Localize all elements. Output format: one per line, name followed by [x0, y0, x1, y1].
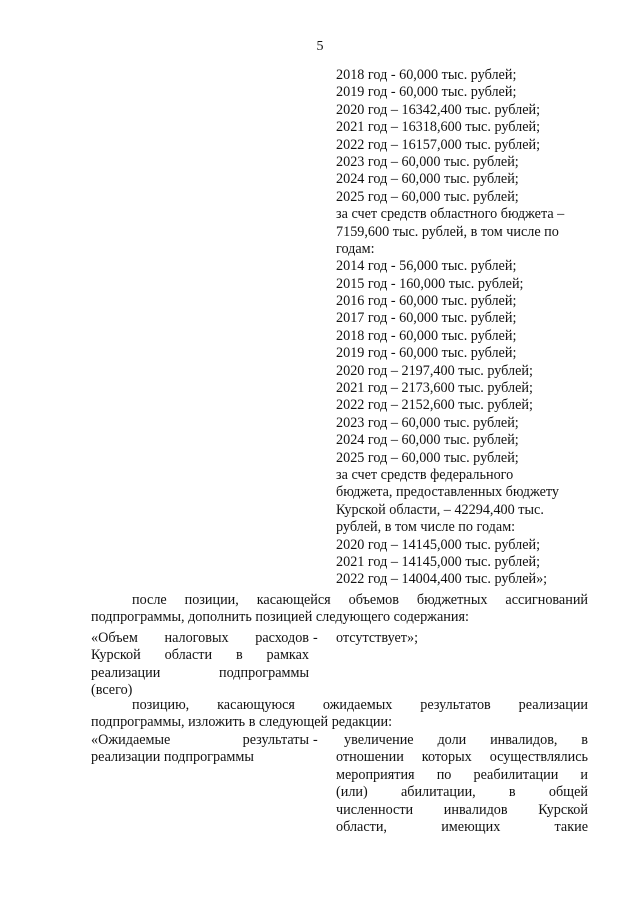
funding-line: 2014 год - 56,000 тыс. рублей; — [336, 258, 517, 275]
funding-line: рублей, в том числе по годам: — [336, 519, 516, 536]
funding-line: 2025 год – 60,000 тыс. рублей; — [336, 188, 519, 205]
results-row-value — [336, 732, 588, 836]
tax-row-value: отсутствует»; — [336, 630, 419, 646]
funding-line: 2024 год – 60,000 тыс. рублей; — [336, 171, 519, 188]
paragraph-line: подпрограммы, дополнить позицией следующего содержания: — [91, 609, 469, 625]
funding-line: 2021 год – 16318,600 тыс. рублей; — [336, 119, 541, 136]
tax-row-label-line: реализации подпрограммы — [91, 664, 309, 681]
results-row-value-line: (или) абилитации, в общей — [336, 784, 588, 801]
tax-row-label-line: «Объем налоговых расходов — [91, 630, 309, 646]
tax-row-dash: - — [313, 630, 318, 646]
funding-line: 2016 год - 60,000 тыс. рублей; — [336, 293, 517, 310]
funding-line: за счет средств федерального — [336, 466, 514, 483]
paragraph-after-position — [91, 592, 588, 626]
funding-line: 2020 год – 14145,000 тыс. рублей; — [336, 536, 541, 553]
results-row-value-line: численности инвалидов Курской — [336, 801, 588, 818]
tax-row-label-line: Курской области в рамках — [91, 647, 309, 664]
results-row-value-line: увеличение доли инвалидов, в — [344, 732, 588, 748]
funding-line: 2022 год – 14004,400 тыс. рублей»; — [336, 571, 548, 588]
funding-line: 2023 год – 60,000 тыс. рублей; — [336, 414, 519, 431]
page-number: 5 — [316, 39, 324, 54]
paragraph-expected-results — [91, 697, 588, 731]
funding-line: 2018 год - 60,000 тыс. рублей; — [336, 327, 517, 344]
funding-line: бюджета, предоставленных бюджету — [336, 484, 560, 501]
results-row-label-line: реализации подпрограммы — [91, 749, 254, 766]
results-row-value-line: области, имеющих такие — [336, 818, 588, 835]
funding-line: 2019 год - 60,000 тыс. рублей; — [336, 345, 517, 362]
results-row-label-line: «Ожидаемые результаты — [91, 732, 309, 748]
results-row-value-line: отношении которых осуществлялись — [336, 749, 588, 766]
funding-line: 2020 год – 16342,400 тыс. рублей; — [336, 101, 541, 118]
funding-line: 2022 год – 2152,600 тыс. рублей; — [336, 397, 533, 414]
results-row-label — [91, 732, 309, 767]
paragraph-line: позицию, касающуюся ожидаемых результатов реализации — [132, 697, 588, 713]
funding-line: 2018 год - 60,000 тыс. рублей; — [336, 67, 517, 83]
results-row-value-line: мероприятия по реабилитации и — [336, 766, 588, 783]
funding-line: 2023 год – 60,000 тыс. рублей; — [336, 153, 519, 170]
funding-line: 2015 год - 160,000 тыс. рублей; — [336, 275, 524, 292]
funding-line: за счет средств областного бюджета – — [336, 206, 565, 223]
funding-line: 2017 год - 60,000 тыс. рублей; — [336, 310, 517, 327]
funding-line: 2019 год - 60,000 тыс. рублей; — [336, 84, 517, 101]
funding-line: 2022 год – 16157,000 тыс. рублей; — [336, 136, 541, 153]
funding-line: 7159,600 тыс. рублей, в том числе по — [336, 223, 559, 240]
funding-line: 2024 год – 60,000 тыс. рублей; — [336, 432, 519, 449]
funding-line: 2025 год – 60,000 тыс. рублей; — [336, 449, 519, 466]
funding-line: 2021 год – 2173,600 тыс. рублей; — [336, 380, 533, 397]
funding-line: 2021 год – 14145,000 тыс. рублей; — [336, 553, 541, 570]
results-row-dash: - — [313, 732, 318, 748]
funding-line: Курской области, – 42294,400 тыс. — [336, 501, 544, 518]
paragraph-line: после позиции, касающейся объемов бюджетных ассигнований — [132, 592, 588, 608]
funding-line: годам: — [336, 240, 375, 257]
paragraph-line: подпрограммы, изложить в следующей редакции: — [91, 714, 393, 730]
tax-row-label — [91, 630, 309, 700]
tax-row-label-line: (всего) — [91, 682, 133, 699]
funding-line: 2020 год – 2197,400 тыс. рублей; — [336, 362, 533, 379]
funding-column — [336, 67, 588, 589]
